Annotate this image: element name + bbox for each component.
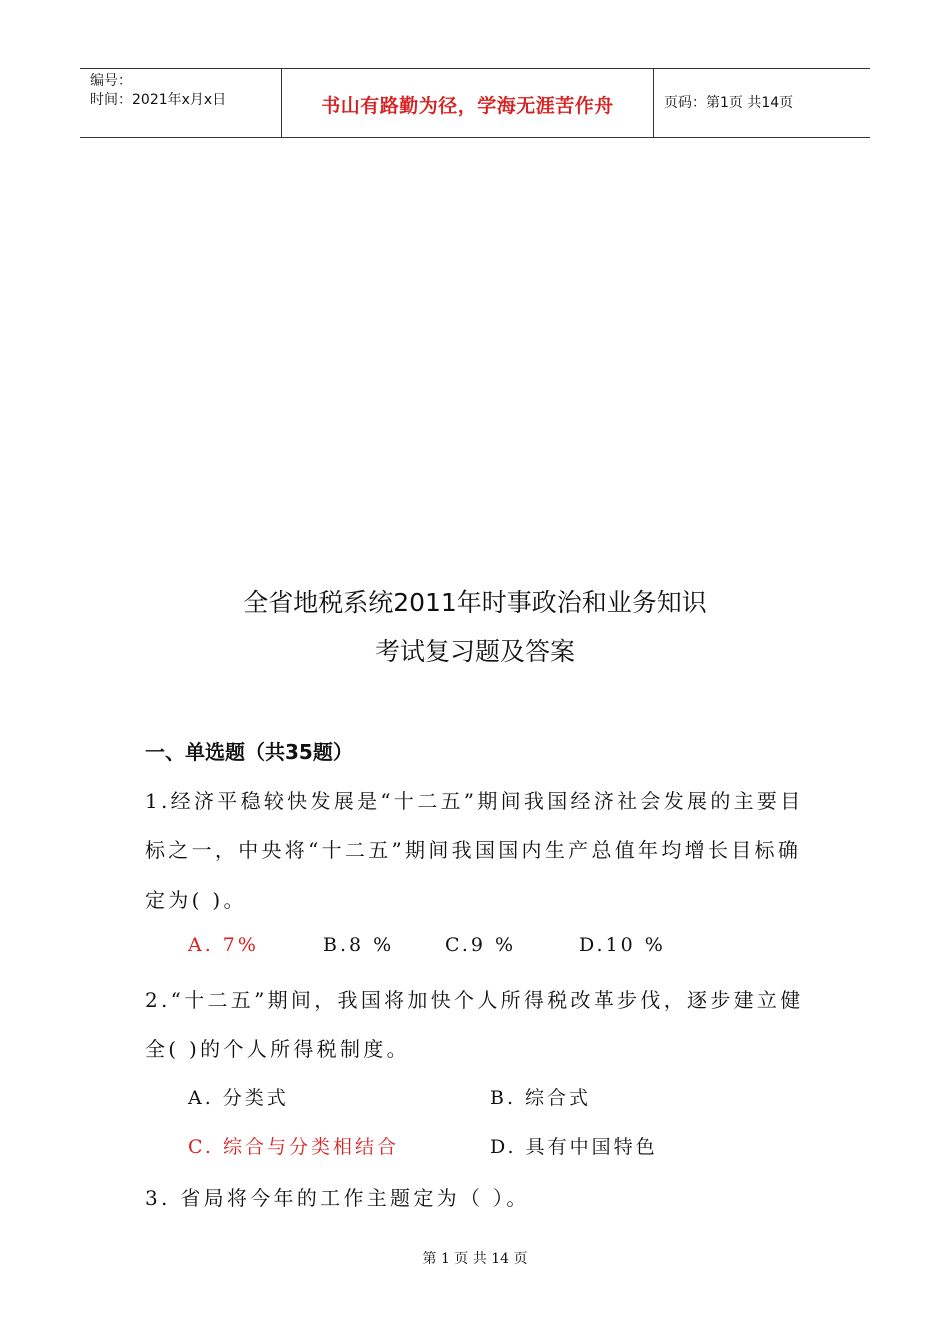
question-1-option-a: A. 7% <box>188 934 259 956</box>
header-motto-cell <box>282 69 654 137</box>
number-label: 编号： <box>90 73 132 89</box>
time-label: 时间：2021年x月x日 <box>90 92 227 108</box>
question-1-line-2: 标之一，中央将“十二五”期间我国国内生产总值年均增长目标确 <box>145 838 802 862</box>
question-1-option-d: D.10 % <box>579 934 666 956</box>
question-2-option-b: B. 综合式 <box>490 1087 592 1109</box>
page-info: 页码：第1页 共14页 <box>664 95 794 111</box>
question-3-line-1: 3. 省局将今年的工作主题定为（ ）。 <box>145 1186 530 1210</box>
question-1-line-1: 1.经济平稳较快发展是“十二五”期间我国经济社会发展的主要目 <box>145 789 804 813</box>
motto-text: 书山有路勤为径，学海无涯苦作舟 <box>321 95 614 117</box>
question-2-option-a: A. 分类式 <box>188 1087 289 1109</box>
question-2-line-1: 2.“十二五”期间，我国将加快个人所得税改革步伐，逐步建立健 <box>145 988 804 1012</box>
question-2-option-d: D. 具有中国特色 <box>490 1136 658 1158</box>
question-1-option-c: C.9 % <box>445 934 517 956</box>
document-title-line2: 考试复习题及答案 <box>374 637 575 666</box>
header-page-cell <box>654 69 870 137</box>
question-2-option-c: C. 综合与分类相结合 <box>188 1136 399 1158</box>
question-2-line-2: 全( )的个人所得税制度。 <box>145 1037 410 1061</box>
page-footer: 第 1 页 共 14 页 <box>422 1251 528 1267</box>
header-meta-cell <box>80 69 282 137</box>
document-title-line1: 全省地税系统2011年时事政治和业务知识 <box>243 588 707 617</box>
document-header <box>80 68 870 138</box>
question-1-option-b: B.8 % <box>323 934 395 956</box>
section-heading: 一、单选题（共35题） <box>145 740 353 764</box>
question-1-line-3: 定为( )。 <box>145 888 247 912</box>
